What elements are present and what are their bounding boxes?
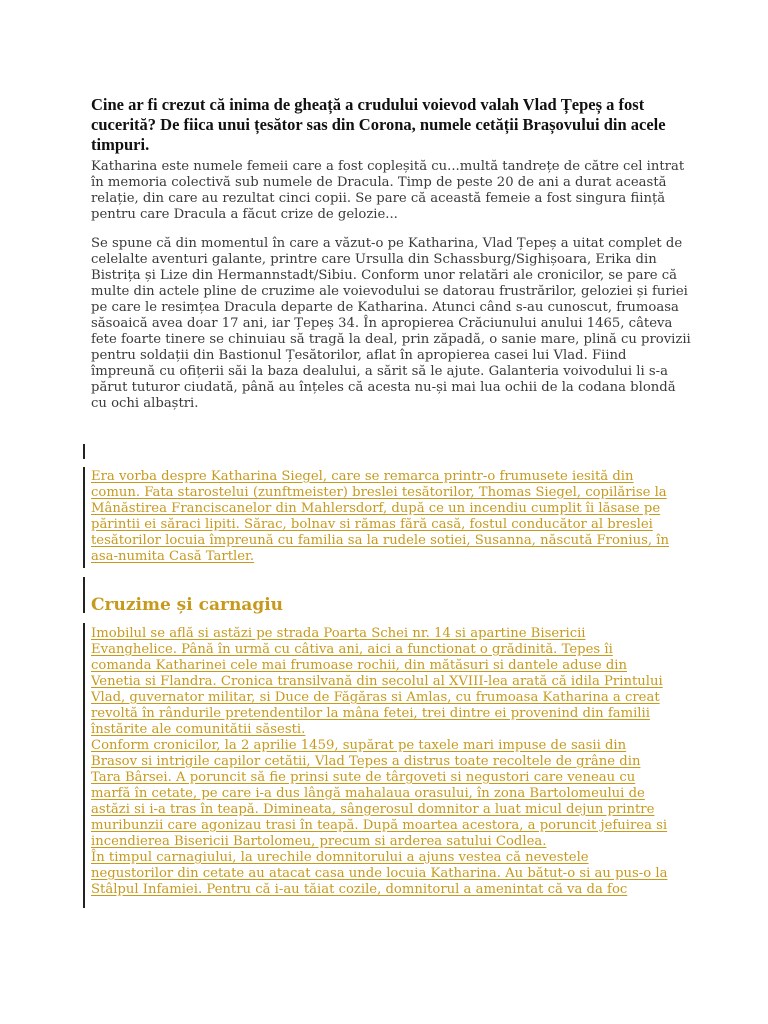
hyperlink-line[interactable]: tesătorilor locuia împreună cu familia sa la rudele sotiei, Susanna, născută Fronius, în [91, 533, 669, 548]
hyperlink-line[interactable]: Mânăstirea Franciscanelor din Mahlersdorf, după ce un incendiu cumplit îi lăsase pe [91, 501, 661, 516]
linked-paragraph-cruelty[interactable] [91, 626, 691, 908]
hyperlink-line[interactable]: Evanghelice. Până în urmă cu câtiva ani, aici a functionat o grădinită. Tepes îi [91, 642, 613, 657]
heading-margin-bar [83, 577, 85, 613]
linked-paragraph-siegel[interactable] [91, 469, 691, 565]
hyperlink-line[interactable]: Tara Bârsei. A poruncit să fie prinsi sute de târgoveti si negustori care veneau cu [91, 770, 636, 785]
hyperlink-line[interactable]: părintii ei săraci lipiti. Sărac, bolnav si rămas fără casă, fostul conducător al breslei [91, 517, 653, 532]
hyperlink-line[interactable]: astăzi si i-a tras în teapă. Dimineata, sângerosul domnitor a luat micul dejun printre [91, 802, 655, 817]
section-heading: Cruzime și carnagiu [91, 595, 284, 615]
hyperlink-line[interactable]: comanda Katharinei cele mai frumoase rochii, din mătăsuri si dantele aduse din [91, 658, 628, 673]
intro-bold-text: Cine ar fi crezut că inima de gheață a crudului voievod valah Vlad Țepeș a fost cucerită? De fiica unui țesător sas din Corona, numele cetății Brașovului din acele timpuri [91, 95, 666, 154]
hyperlink-line[interactable]: marfă în cetate, pe care i-a dus lângă mahalaua orasului, în zona Bartolomeului de [91, 786, 645, 801]
block-margin-bar [83, 623, 85, 908]
hyperlink-line[interactable]: înstărite ale comunitătii săsesti. [91, 722, 306, 737]
hyperlink-line[interactable]: Brasov si intrigile capilor cetătii, Vlad Tepes a distrus toate recoltele de grâne din [91, 754, 641, 769]
hyperlink-line[interactable]: muribunzii care agonizau trasi în teapă. După moartea acestora, a poruncit jefuirea si [91, 818, 668, 833]
hyperlink-line[interactable]: Era vorba despre Katharina Siegel, care se remarca printr-o frumusete iesită din [91, 469, 634, 484]
hyperlink-line[interactable]: Stâlpul Infamiei. Pentru că i-au tăiat cozile, domnitorul a amenintat că va da foc [91, 882, 628, 897]
block-margin-bar [83, 467, 85, 568]
hyperlink-line[interactable]: asa-numita Casă Tartler. [91, 549, 255, 564]
intro-paragraph [91, 95, 691, 155]
hyperlink-line[interactable]: Vlad, guvernator militar, si Duce de Făgăras si Amlas, cu frumoasa Katharina a creat [91, 690, 660, 705]
paragraph-katharina: Katharina este numele femeii care a fost copleșită cu...multă tandrețe de către cel intrat în memoria colectivă sub numele de Dracula. Timp de peste 20 de ani a durat această relație, din care au rezultat cinci copii. Se pare că această femeie a fost singura ființă pentru care Dracula a făcut crize de gelozie... [91, 159, 685, 222]
hyperlink-line[interactable]: În timpul carnagiului, la urechile domnitorului a ajuns vestea că nevestele [91, 850, 589, 865]
paragraph-story: Se spune că din momentul în care a văzut-o pe Katharina, Vlad Țepeș a uitat complet de celelalte aventuri galante, printre care Ursulla din Schassburg/Sighișoara, Erika din Bistrița și Lize din Hermannstadt/Sibiu. Conform unor relatări ale cronicilor, se pare că multe din actele pline de cruzime ale voievodului se datorau frustrărilor, geloziei și furiei pe care le resimțea Dracula departe de Katharina. Atunci când s-au cunoscut, frumoasa săsoaică avea doar 17 ani, iar Țepeș 34. În apropierea Crăciunului anului 1465, câteva fete foarte tinere se chinuiau să tragă la deal, prin zăpadă, o sanie mare, plină cu provizii pentru soldații din Bastionul Țesătorilor, aflat în apropierea casei lui Vlad. Fiind împreună cu ofițerii săi la baza dealului, a sărit să le ajute. Galanteria voivodului li s-a părut tuturor ciudată, până au înțeles că acesta nu-și mai lua ochii de la codana blondă cu ochi albaștri. [91, 236, 691, 411]
hyperlink-line[interactable]: Venetia si Flandra. Cronica transilvană din secolul al XVIII-lea arată că idila Printului [91, 674, 663, 689]
intro-period: . [145, 135, 150, 154]
text-cursor-bar [83, 444, 85, 459]
hyperlink-line[interactable]: comun. Fata starostelui (zunftmeister) breslei tesătorilor, Thomas Siegel, copilărise la [91, 485, 667, 500]
hyperlink-line[interactable]: incendierea Bisericii Bartolomeu, precum si arderea satului Codlea. [91, 834, 547, 849]
hyperlink-line[interactable]: negustorilor din cetate au atacat casa unde locuia Katharina. Au bătut-o si au pus-o la [91, 866, 668, 881]
hyperlink-line[interactable]: Conform cronicilor, la 2 aprilie 1459, supărat pe taxele mari impuse de sasii din [91, 738, 627, 753]
hyperlink-line[interactable]: revoltă în rândurile pretendentilor la mâna fetei, trei dintre ei provenind din familii [91, 706, 650, 721]
hyperlink-line[interactable]: Imobilul se află si astăzi pe strada Poarta Schei nr. 14 si apartine Bisericii [91, 626, 586, 641]
